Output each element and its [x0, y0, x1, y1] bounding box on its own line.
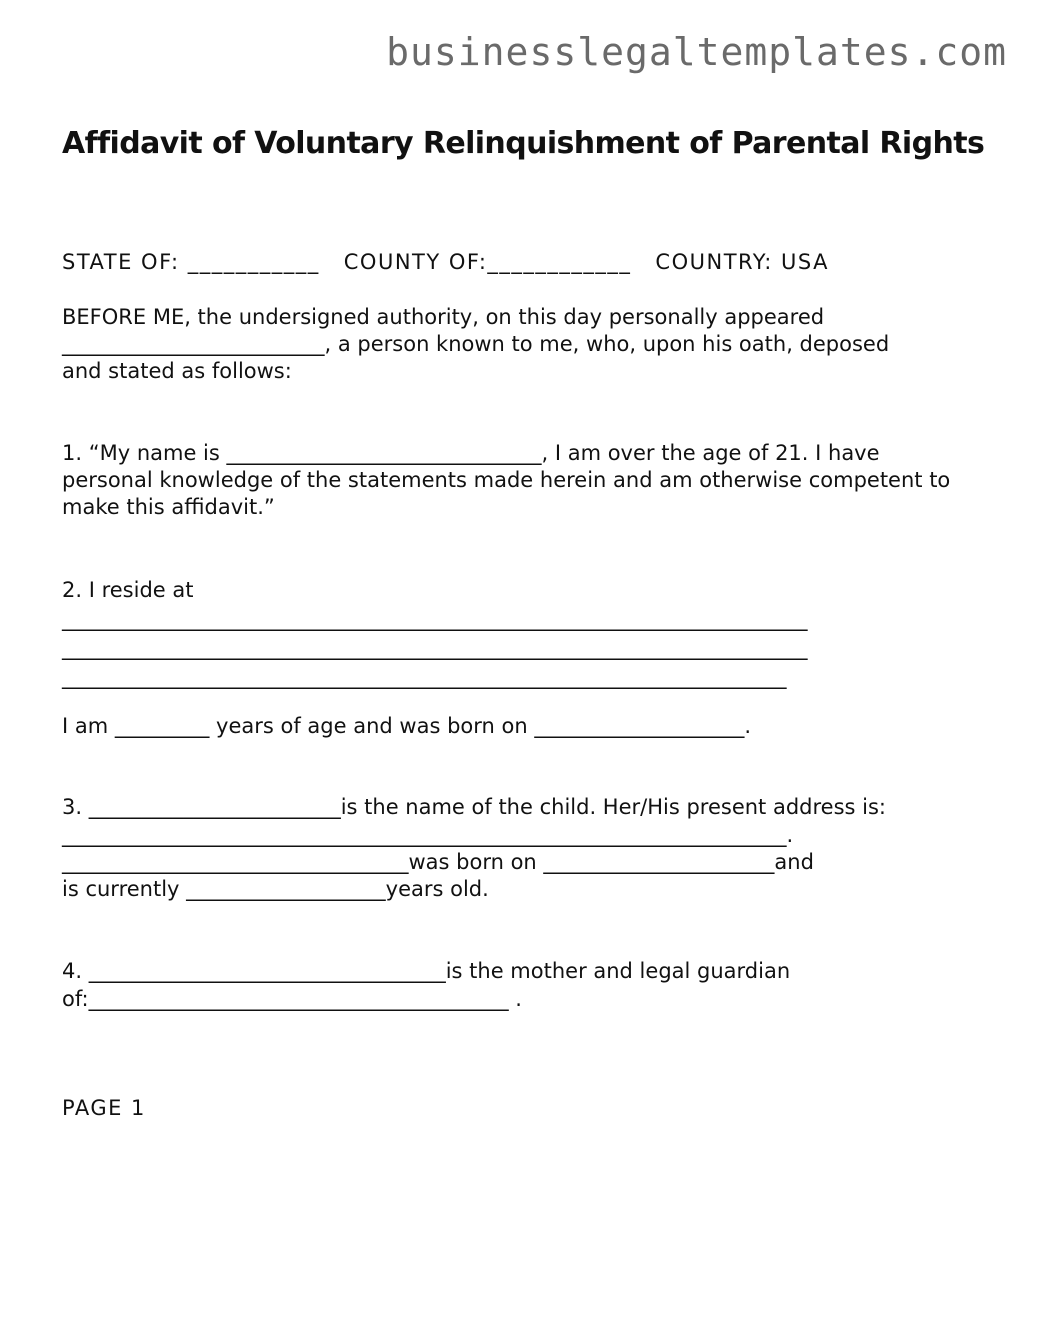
address-blank-line-3: _____________________________________________________________________	[62, 665, 787, 689]
paragraph-1-line-3: make this affidavit.”	[62, 495, 275, 519]
paragraph-4-line-1: 4. __________________________________is the mother and legal guardian	[62, 959, 791, 983]
paragraph-3-line-3: _________________________________was born on ______________________and	[62, 850, 814, 874]
address-blank-line-2: _______________________________________________________________________	[62, 636, 808, 660]
age-birth-line: I am _________ years of age and was born on ____________________.	[62, 714, 752, 738]
intro-line-1: BEFORE ME, the undersigned authority, on this day personally appeared	[62, 305, 825, 329]
paragraph-1-line-1: 1. “My name is ______________________________, I am over the age of 21. I have	[62, 441, 880, 465]
intro-line-3: and stated as follows:	[62, 359, 292, 383]
paragraph-3-line-2: _____________________________________________________________________.	[62, 823, 794, 847]
address-blank-line-1: _______________________________________________________________________	[62, 607, 808, 631]
paragraph-2-line-1: 2. I reside at	[62, 578, 194, 602]
county-field: COUNTY OF:____________	[343, 250, 632, 274]
state-field: STATE OF: ___________	[62, 250, 320, 274]
watermark-site-name: businesslegaltemplates.com	[386, 30, 1007, 74]
paragraph-4-line-2: of:________________________________________ .	[62, 987, 522, 1011]
paragraph-3-line-4: is currently ___________________years old.	[62, 877, 489, 901]
paragraph-1-line-2: personal knowledge of the statements made herein and am otherwise competent to	[62, 468, 951, 492]
page-number: PAGE 1	[62, 1096, 146, 1120]
document-title: Affidavit of Voluntary Relinquishment of Parental Rights	[62, 126, 985, 161]
paragraph-3-line-1: 3. ________________________is the name of the child. Her/His present address is:	[62, 795, 886, 819]
country-field: COUNTRY: USA	[655, 250, 830, 274]
jurisdiction-line	[62, 249, 829, 276]
intro-line-2: _________________________, a person known to me, who, upon his oath, deposed	[62, 332, 890, 356]
